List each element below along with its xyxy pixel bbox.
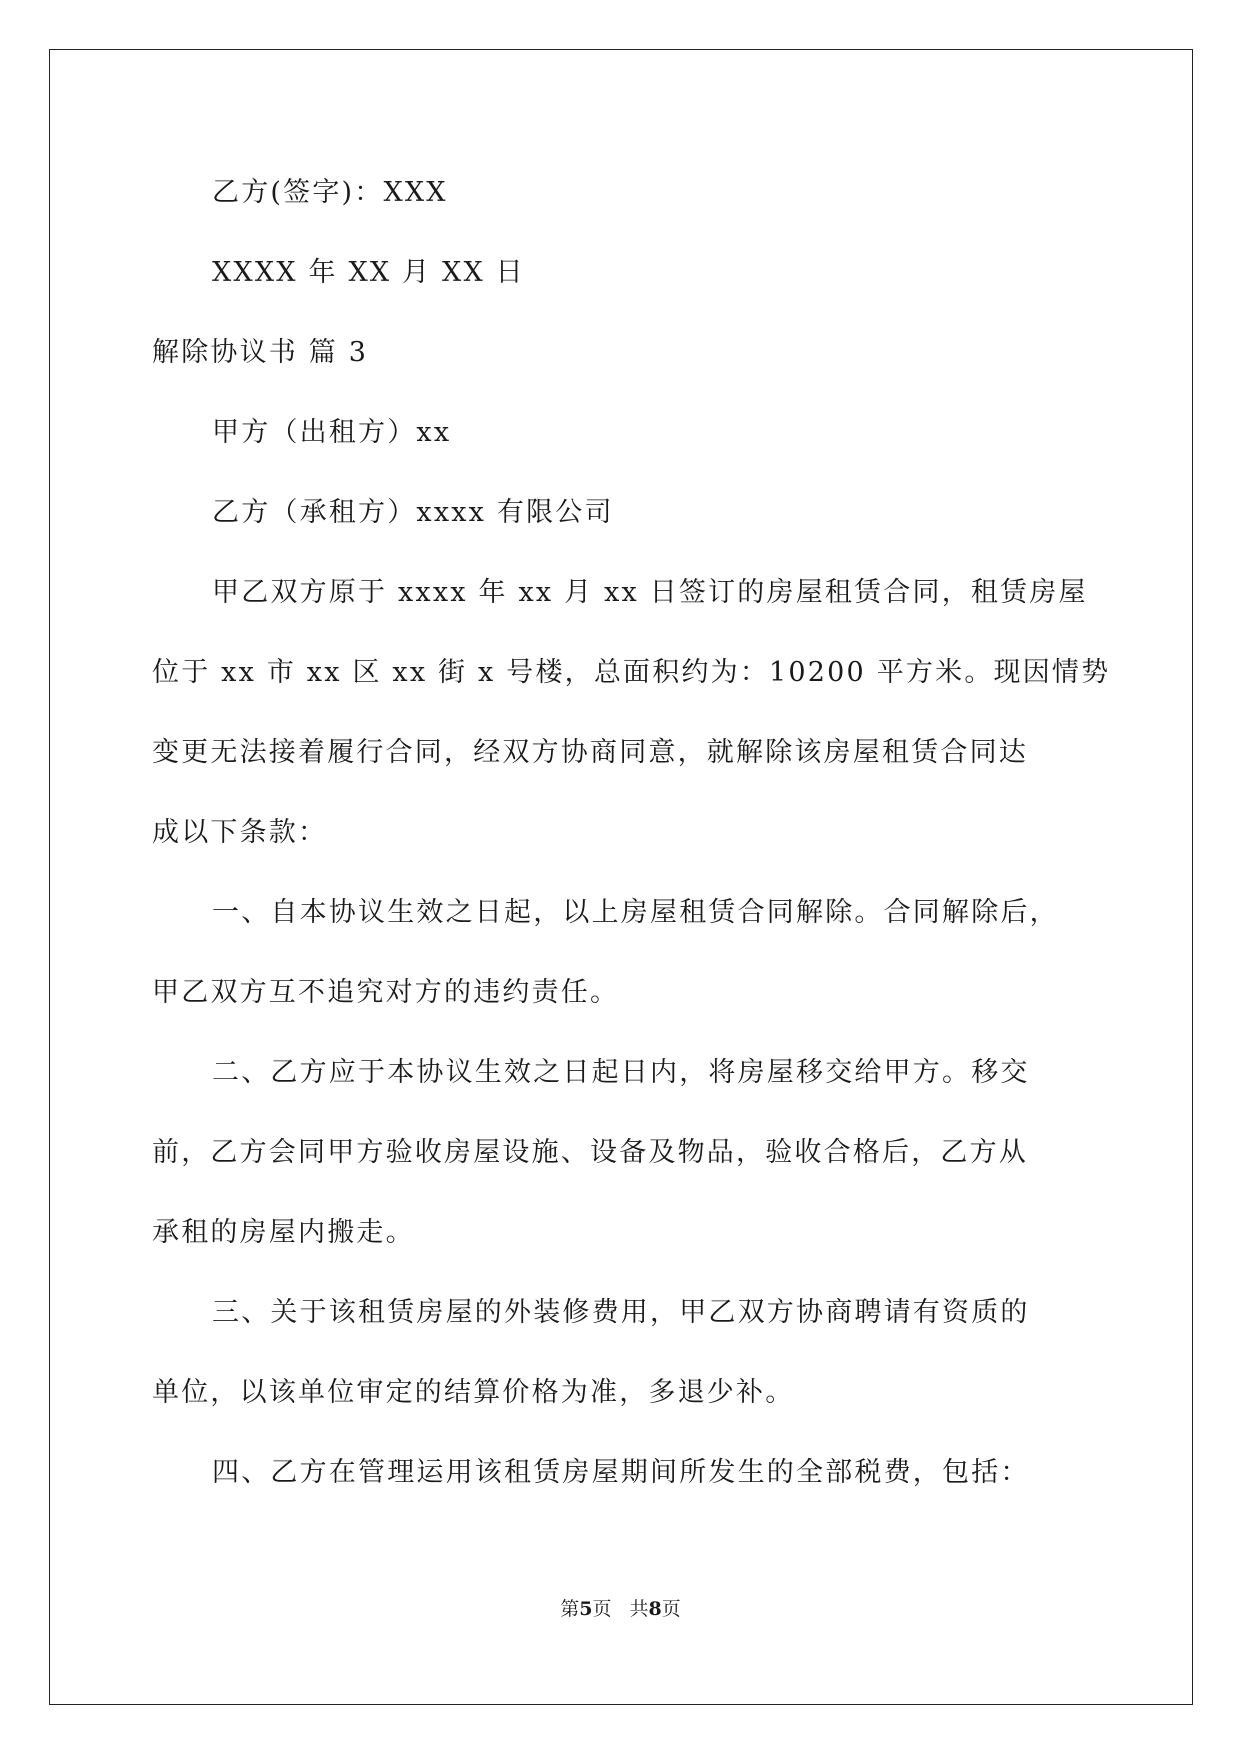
paragraph-line: 变更无法接着履行合同，经双方协商同意，就解除该房屋租赁合同达 <box>152 737 1028 768</box>
clause-3-line: 三、关于该租赁房屋的外装修费用，甲乙双方协商聘请有资质的 <box>212 1297 1030 1328</box>
clause-2-line: 承租的房屋内搬走。 <box>152 1217 415 1248</box>
signature-line-party-b: 乙方(签字)：XXX <box>212 177 448 208</box>
clause-2-line: 前，乙方会同甲方验收房屋设施、设备及物品，验收合格后，乙方从 <box>152 1137 1028 1168</box>
section-title: 解除协议书 篇 3 <box>152 337 369 368</box>
clause-3-line: 单位，以该单位审定的结算价格为准，多退少补。 <box>152 1377 795 1408</box>
page-prefix: 第 <box>560 1598 580 1620</box>
page-suffix: 页 <box>592 1598 612 1620</box>
total-page-number: 8 <box>648 1598 662 1620</box>
clause-1-line: 一、自本协议生效之日起，以上房屋租赁合同解除。合同解除后， <box>212 897 1059 928</box>
paragraph-line: 甲乙双方原于 xxxx 年 xx 月 xx 日签订的房屋租赁合同，租赁房屋 <box>212 577 1088 608</box>
current-page-number: 5 <box>579 1598 593 1620</box>
date-line: XXXX 年 XX 月 XX 日 <box>212 257 525 288</box>
total-prefix: 共 <box>629 1598 649 1620</box>
paragraph-line: 成以下条款： <box>152 817 328 848</box>
party-b-line: 乙方（承租方）xxxx 有限公司 <box>212 497 614 528</box>
party-a-line: 甲方（出租方）xx <box>212 417 452 448</box>
paragraph-line: 位于 xx 市 xx 区 xx 街 x 号楼，总面积约为：10200 平方米。现因情势 <box>152 657 1111 688</box>
page-footer <box>0 1597 1241 1621</box>
clause-1-line: 甲乙双方互不追究对方的违约责任。 <box>152 977 620 1008</box>
clause-2-line: 二、乙方应于本协议生效之日起日内，将房屋移交给甲方。移交 <box>212 1057 1030 1088</box>
clause-4-line: 四、乙方在管理运用该租赁房屋期间所发生的全部税费，包括： <box>212 1457 1030 1488</box>
total-suffix: 页 <box>661 1598 681 1620</box>
